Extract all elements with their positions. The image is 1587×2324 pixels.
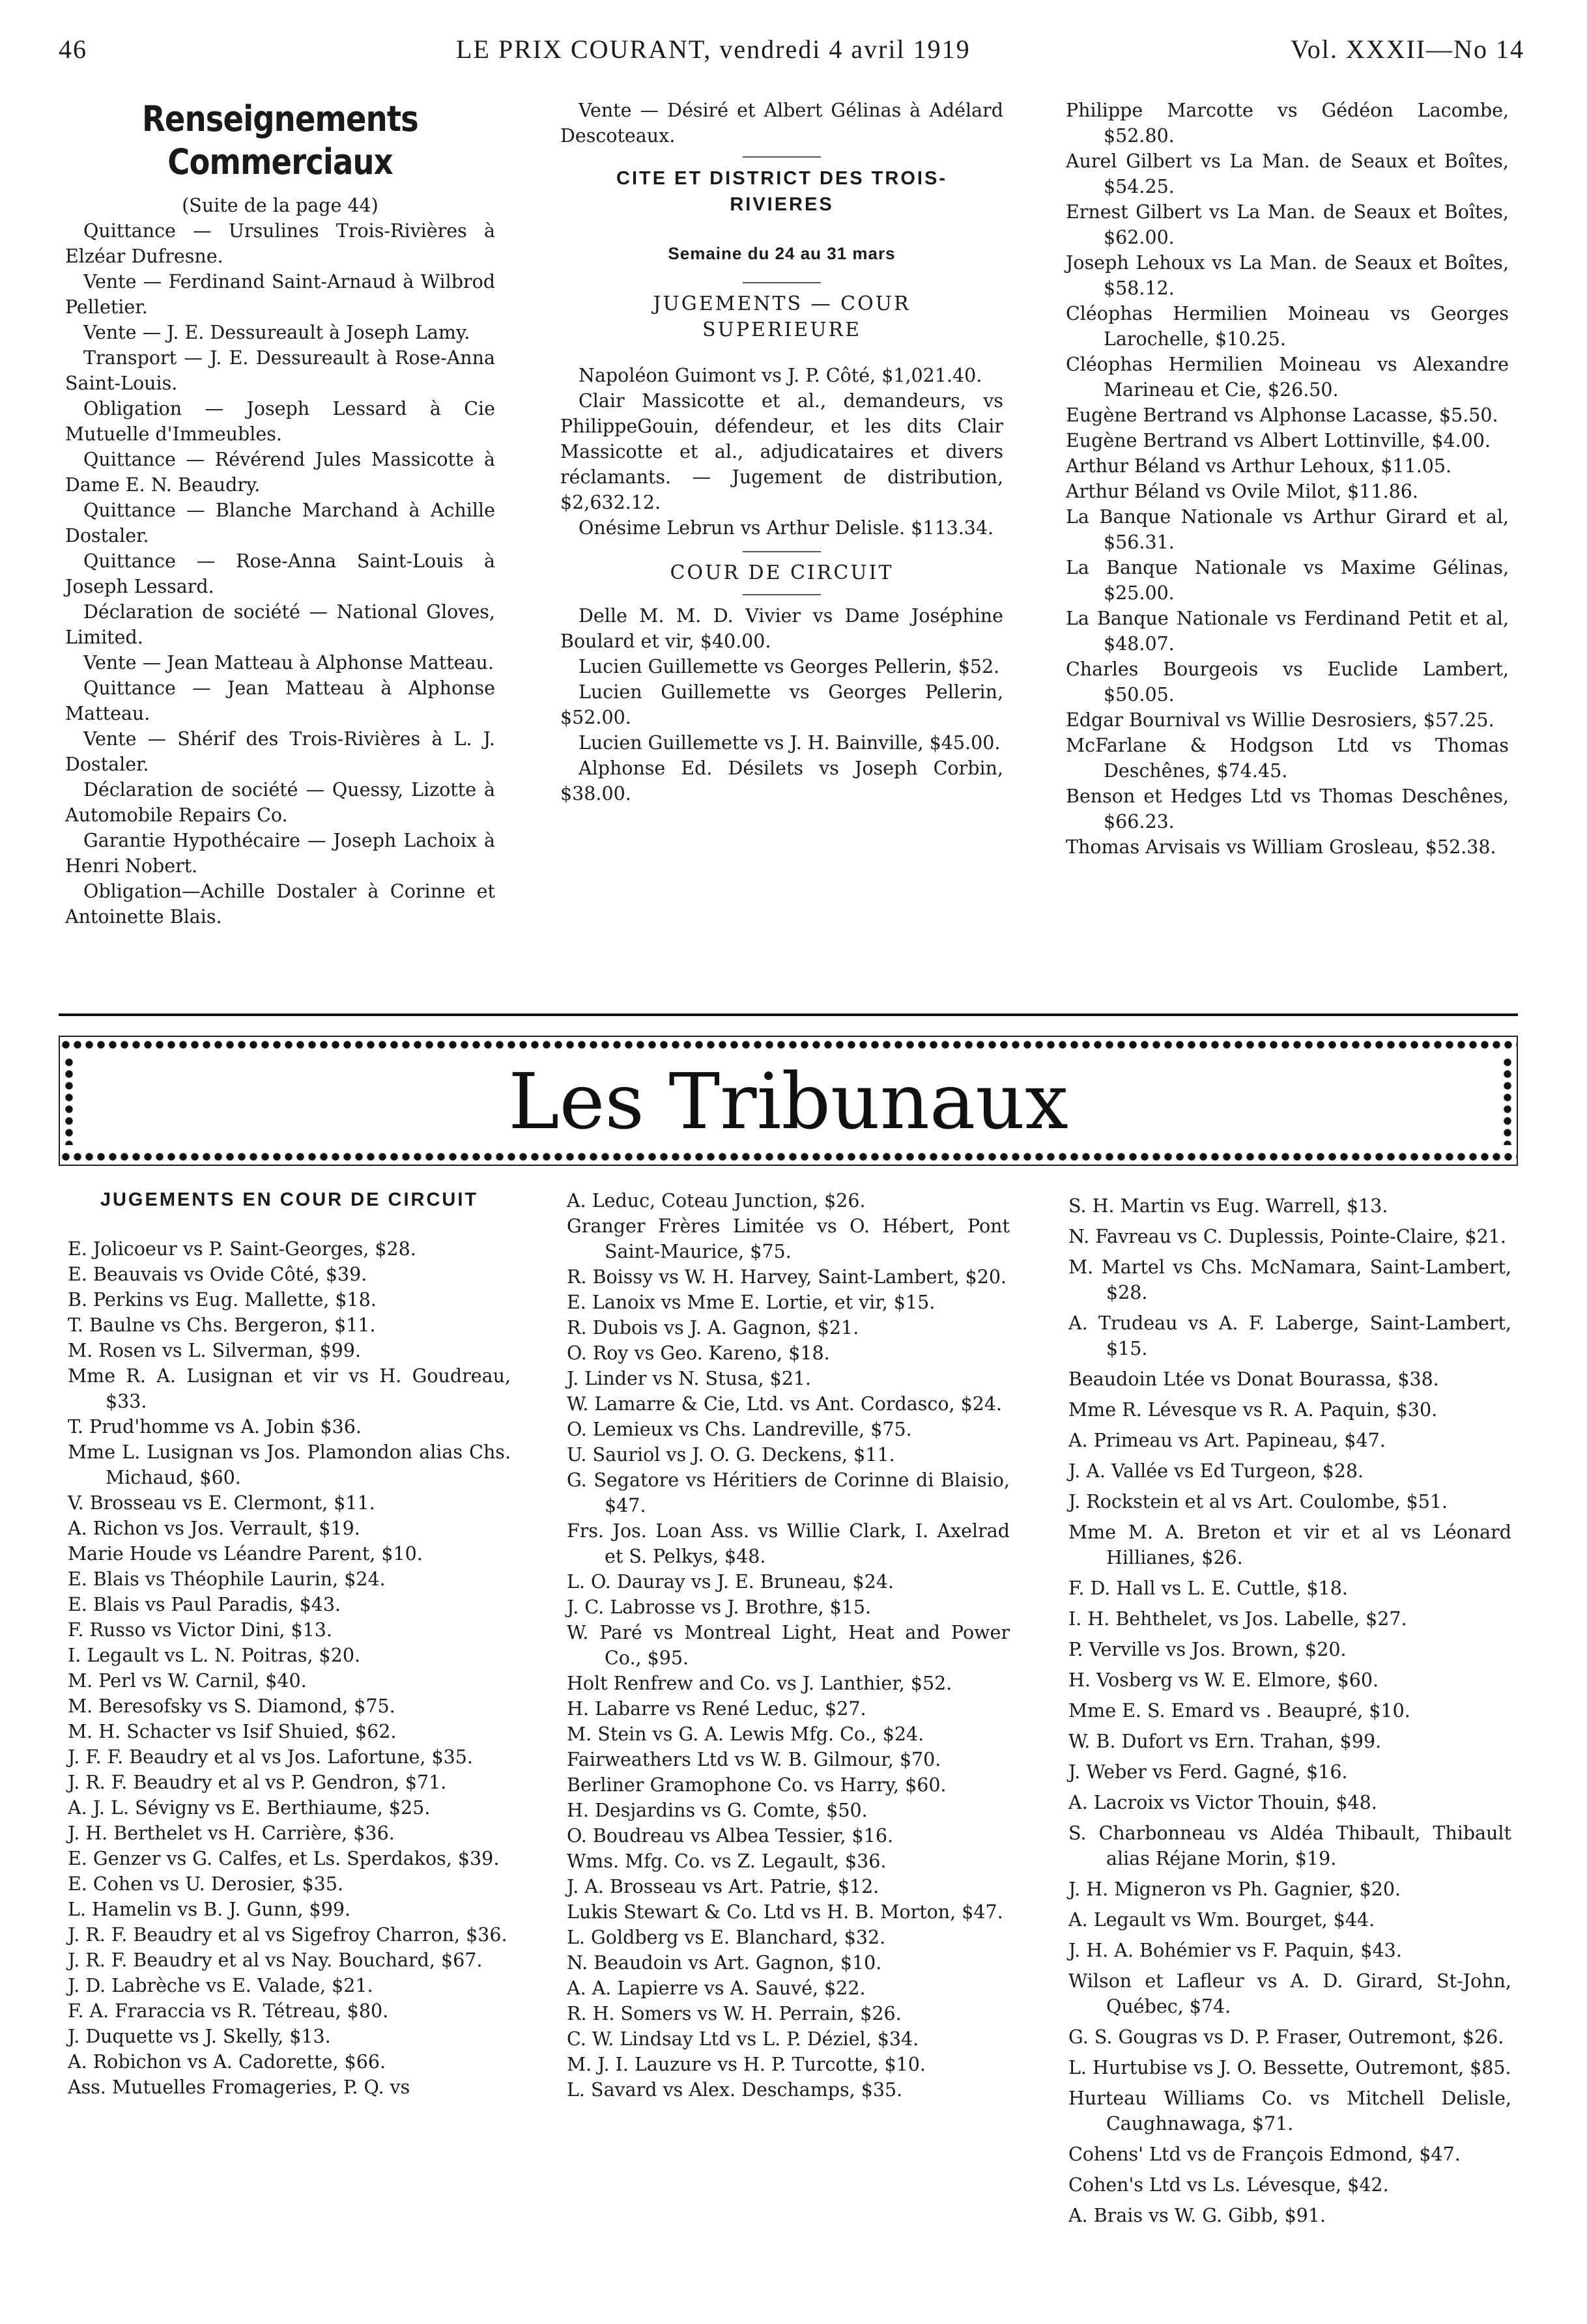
list-item: J. H. Migneron vs Ph. Gagnier, $20. [1068,1878,1401,1900]
list-item: M. Beresofsky vs S. Diamond, $75. [68,1695,395,1717]
column-renseignements [65,98,495,929]
list-item: A. J. L. Sévigny vs E. Berthiaume, $25. [68,1797,431,1819]
list-item: F. D. Hall vs L. E. Cuttle, $18. [1068,1578,1348,1599]
tribunaux-banner [59,1036,1518,1166]
list-item: H. Vosberg vs W. E. Elmore, $60. [1068,1669,1379,1691]
circuit-court-heading: COUR DE CIRCUIT [670,561,894,584]
list-item: Hurteau Williams Co. vs Mitchell Delisle, Caughnawaga, $71. [1068,2088,1511,2134]
continued-note: (Suite de la page 44) [182,195,379,216]
list-item: Ass. Mutuelles Fromageries, P. Q. vs [68,2076,410,2098]
list-item: L. Savard vs Alex. Deschamps, $35. [567,2079,903,2101]
list-item: R. Dubois vs J. A. Gagnon, $21. [567,1317,859,1339]
list-item: Marie Houde vs Léandre Parent, $10. [68,1543,423,1565]
list-item: Onésime Lebrun vs Arthur Delisle. $113.34. [579,517,994,539]
list-item: E. Genzer vs G. Calfes, et Ls. Sperdakos, $39. [68,1848,500,1869]
circuit-judgments-list-3 [1068,1193,1511,2228]
page-number: 46 [59,35,87,64]
list-item: Arthur Béland vs Arthur Lehoux, $11.05. [1066,455,1452,477]
list-item: Arthur Béland vs Ovile Milot, $11.86. [1066,481,1418,502]
list-item: M. J. I. Lauzure vs H. P. Turcotte, $10. [567,2054,926,2075]
list-item: W. Paré vs Montreal Light, Heat and Power Co., $95. [567,1622,1010,1669]
list-item: Alphonse Ed. Désilets vs Joseph Corbin, $38.00. [560,758,1003,804]
list-item: Mme R. Lévesque vs R. A. Paquin, $30. [1068,1399,1438,1421]
list-item: M. Stein vs G. A. Lewis Mfg. Co., $24. [567,1723,924,1745]
list-item: Lucien Guillemette vs Georges Pellerin, $52.00. [560,681,1003,728]
divider [743,282,821,283]
list-item: A. Richon vs Jos. Verrault, $19. [68,1518,360,1539]
list-item: W. B. Dufort vs Ern. Trahan, $99. [1068,1731,1382,1752]
list-item: C. W. Lindsay Ltd vs L. P. Déziel, $34. [567,2028,919,2050]
list-item: Quittance — Rose-Anna Saint-Louis à Joseph Lessard. [65,550,495,597]
list-item: F. Russo vs Victor Dini, $13. [68,1619,332,1641]
circuit-judgments-list-2 [567,1188,1010,2103]
list-item: Cléophas Hermilien Moineau vs Alexandre Marineau et Cie, $26.50. [1066,354,1509,401]
list-item: Mme E. S. Emard vs . Beaupré, $10. [1068,1700,1410,1722]
list-item: Vente — Shérif des Trois-Rivières à L. J. Dostaler. [65,728,495,775]
list-item: Ernest Gilbert vs La Man. de Seaux et Boîtes, $62.00. [1066,201,1509,248]
circuit-judgments-list [68,1236,511,2100]
column-circuit-3 [1068,1188,1511,2228]
list-item: Transport — J. E. Dessureault à Rose-Anna Saint-Louis. [65,347,495,394]
list-item: J. F. F. Beaudry et al vs Jos. Lafortune, $35. [68,1746,473,1768]
list-item: A. Trudeau vs A. F. Laberge, Saint-Lambert, $15. [1068,1312,1511,1359]
list-item: E. Lanoix vs Mme E. Lortie, et vir, $15. [567,1292,936,1313]
list-item: Vente — Jean Matteau à Alphonse Matteau. [83,652,494,673]
banner-title: Les Tribunaux [508,1056,1068,1146]
list-item: Napoléon Guimont vs J. P. Côté, $1,021.40. [579,365,982,386]
list-item: H. Desjardins vs G. Comte, $50. [567,1800,868,1821]
superior-court-heading: JUGEMENTS — COUR SUPERIEURE [653,292,911,341]
list-item: J. C. Labrosse vs J. Brothre, $15. [567,1596,872,1618]
publication-line: LE PRIX COURANT, vendredi 4 avril 1919 [456,35,971,64]
list-item: Delle M. M. D. Vivier vs Dame Joséphine Boulard et vir, $40.00. [560,605,1003,652]
list-item: Berliner Gramophone Co. vs Harry, $60. [567,1774,947,1796]
list-item: M. Rosen vs L. Silverman, $99. [68,1340,361,1361]
list-item: Lukis Stewart & Co. Ltd vs H. B. Morton, $47. [567,1901,1003,1923]
list-item: E. Jolicoeur vs P. Saint-Georges, $28. [68,1238,416,1260]
list-item: J. R. F. Beaudry et al vs Sigefroy Charron, $36. [68,1924,508,1946]
circuit-judgments-heading: JUGEMENTS EN COUR DE CIRCUIT [100,1189,479,1210]
list-item: Clair Massicotte et al., demandeurs, vs PhilippeGouin, défendeur, et les dits Clair Massicotte et al., adjudicataires et divers réclamants. — Jugement de distribution, $2,632.12. [560,390,1003,513]
list-item: G. S. Gougras vs D. P. Fraser, Outremont, $26. [1068,2026,1504,2048]
list-item: Vente — Désiré et Albert Gélinas à Adélard Descoteaux. [560,100,1003,147]
list-item: I. Legault vs L. N. Poitras, $20. [68,1645,361,1666]
list-item: J. R. F. Beaudry et al vs Nay. Bouchard, $67. [68,1949,483,1971]
list-item: P. Verville vs Jos. Brown, $20. [1068,1639,1347,1660]
list-item: Beaudoin Ltée vs Donat Bourassa, $38. [1068,1368,1439,1390]
list-item: A. Brais vs W. G. Gibb, $91. [1068,2205,1326,2226]
list-item: Frs. Jos. Loan Ass. vs Willie Clark, I. Axelrad et S. Pelkys, $48. [567,1520,1010,1567]
list-item: A. Leduc, Coteau Junction, $26. [567,1190,866,1212]
list-item: S. H. Martin vs Eug. Warrell, $13. [1068,1195,1388,1217]
divider [743,594,821,595]
district-heading: CITE ET DISTRICT DES TROIS-RIVIERES [616,168,947,215]
list-item: H. Labarre vs René Leduc, $27. [567,1698,866,1720]
list-item: J. Duquette vs J. Skelly, $13. [68,2026,331,2047]
list-item: V. Brosseau vs E. Clermont, $11. [68,1492,375,1514]
list-item: A. Primeau vs Art. Papineau, $47. [1068,1430,1386,1451]
list-item: U. Sauriol vs J. O. G. Deckens, $11. [567,1444,895,1466]
column-circuit-1 [68,1187,511,2100]
list-item: La Banque Nationale vs Maxime Gélinas, $25.00. [1066,557,1509,604]
list-item: L. Hamelin vs B. J. Gunn, $99. [68,1899,351,1920]
list-item: E. Blais vs Théophile Laurin, $24. [68,1568,386,1590]
section-title-renseignements: Renseignements Commerciaux [142,98,418,182]
list-item: O. Roy vs Geo. Kareno, $18. [567,1342,830,1364]
list-item: Mme M. A. Breton et vir et al vs Léonard Hillianes, $26. [1068,1522,1511,1568]
list-item: McFarlane & Hodgson Ltd vs Thomas Deschênes, $74.45. [1066,735,1509,782]
list-item: Vente — J. E. Dessureault à Joseph Lamy. [83,322,470,343]
list-item: Garantie Hypothécaire — Joseph Lachoix à Henri Nobert. [65,830,495,877]
list-item: E. Cohen vs U. Derosier, $35. [68,1873,344,1895]
list-item: S. Charbonneau vs Aldéa Thibault, Thibault alias Réjane Morin, $19. [1068,1822,1511,1869]
list-item: A. Legault vs Wm. Bourget, $44. [1068,1909,1375,1931]
list-item: Philippe Marcotte vs Gédéon Lacombe, $52.80. [1066,100,1509,147]
list-item: N. Favreau vs C. Duplessis, Pointe-Claire, $21. [1068,1226,1506,1247]
list-item: E. Beauvais vs Ovide Côté, $39. [68,1264,367,1285]
list-item: O. Lemieux vs Chs. Landreville, $75. [567,1419,912,1440]
list-item: Quittance — Révérend Jules Massicotte à Dame E. N. Beaudry. [65,449,495,496]
list-item: O. Boudreau vs Albea Tessier, $16. [567,1825,894,1847]
list-item: R. H. Somers vs W. H. Perrain, $26. [567,2003,902,2024]
list-item: Lucien Guillemette vs J. H. Bainville, $45.00. [579,732,1001,754]
list-item: Wilson et Lafleur vs A. D. Girard, St-John, Québec, $74. [1068,1970,1511,2017]
list-item: F. A. Fraraccia vs R. Tétreau, $80. [68,2000,389,2022]
list-item: Joseph Lehoux vs La Man. de Seaux et Boîtes, $58.12. [1066,252,1509,299]
list-item: Mme R. A. Lusignan et vir vs H. Goudreau, $33. [68,1365,511,1412]
week-heading: Semaine du 24 au 31 mars [668,244,896,263]
list-item: Thomas Arvisais vs William Grosleau, $52.38. [1066,836,1496,858]
list-item: Quittance — Blanche Marchand à Achille Dostaler. [65,500,495,546]
circuit-court-list [560,603,1003,806]
list-item: J. Linder vs N. Stusa, $21. [567,1368,812,1389]
list-item: Obligation — Joseph Lessard à Cie Mutuelle d'Immeubles. [65,398,495,445]
list-item: E. Blais vs Paul Paradis, $43. [68,1594,341,1615]
list-item: La Banque Nationale vs Arthur Girard et al, $56.31. [1066,506,1509,553]
list-item: M. Perl vs W. Carnil, $40. [68,1670,307,1692]
list-item: G. Segatore vs Héritiers de Corinne di Blaisio, $47. [567,1469,1010,1516]
list-item: A. A. Lapierre vs A. Sauvé, $22. [567,1977,866,1999]
judgments-list [1066,98,1509,860]
list-item: J. Rockstein et al vs Art. Coulombe, $51. [1068,1491,1448,1512]
list-item: Granger Frères Limitée vs O. Hébert, Pont Saint-Maurice, $75. [567,1215,1010,1262]
list-item: J. D. Labrèche vs E. Valade, $21. [68,1975,373,1996]
list-item: Holt Renfrew and Co. vs J. Lanthier, $52. [567,1673,952,1694]
list-item: Charles Bourgeois vs Euclide Lambert, $50.05. [1066,659,1509,705]
list-item: A. Robichon vs A. Cadorette, $66. [68,2051,386,2073]
list-item: I. H. Behthelet, vs Jos. Labelle, $27. [1068,1608,1407,1630]
list-item: R. Boissy vs W. H. Harvey, Saint-Lambert, $20. [567,1266,1007,1288]
section-divider [59,1013,1518,1016]
column-judgments-continued [1066,98,1509,860]
divider [743,156,821,158]
list-item: N. Beaudoin vs Art. Gagnon, $10. [567,1952,882,1974]
list-item: B. Perkins vs Eug. Mallette, $18. [68,1289,377,1311]
list-item: Aurel Gilbert vs La Man. de Seaux et Boîtes, $54.25. [1066,150,1509,197]
volume-number: Vol. XXXII—No 14 [1290,35,1524,64]
list-item: Wms. Mfg. Co. vs Z. Legault, $36. [567,1850,887,1872]
list-item: J. A. Vallée vs Ed Turgeon, $28. [1068,1460,1364,1482]
list-item: L. O. Dauray vs J. E. Bruneau, $24. [567,1571,894,1593]
list-item: Cohens' Ltd vs de François Edmond, $47. [1068,2144,1461,2165]
list-item: Obligation—Achille Dostaler à Corinne et Antoinette Blais. [65,881,495,928]
renseignements-list [65,218,495,929]
list-item: Edgar Bournival vs Willie Desrosiers, $57.25. [1066,709,1494,731]
list-item: Lucien Guillemette vs Georges Pellerin, $52. [579,656,1000,677]
list-item: Mme L. Lusignan vs Jos. Plamondon alias Chs. Michaud, $60. [68,1441,511,1488]
list-item: Cléophas Hermilien Moineau vs Georges Larochelle, $10.25. [1066,303,1509,350]
list-item: Vente — Ferdinand Saint-Arnaud à Wilbrod Pelletier. [65,271,495,318]
list-item: Fairweathers Ltd vs W. B. Gilmour, $70. [567,1749,941,1770]
list-item: La Banque Nationale vs Ferdinand Petit et al, $48.07. [1066,608,1509,655]
list-item: T. Baulne vs Chs. Bergeron, $11. [68,1314,376,1336]
list-item: W. Lamarre & Cie, Ltd. vs Ant. Cordasco, $24. [567,1393,1003,1415]
list-item: A. Lacroix vs Victor Thouin, $48. [1068,1792,1377,1813]
list-item: J. A. Brosseau vs Art. Patrie, $12. [567,1876,879,1897]
list-item: Cohen's Ltd vs Ls. Lévesque, $42. [1068,2174,1389,2196]
list-item: T. Prud'homme vs A. Jobin $36. [68,1416,362,1438]
page-header [59,27,1524,66]
list-item: L. Hurtubise vs J. O. Bessette, Outremont, $85. [1068,2057,1511,2078]
list-item: J. H. A. Bohémier vs F. Paquin, $43. [1068,1940,1402,1961]
column-trois-rivieres [560,98,1003,806]
list-item: Quittance — Jean Matteau à Alphonse Matteau. [65,677,495,724]
list-item: M. Martel vs Chs. McNamara, Saint-Lambert, $28. [1068,1256,1511,1303]
list-item: Eugène Bertrand vs Alphonse Lacasse, $5.50. [1066,404,1498,426]
column-circuit-2 [567,1188,1010,2103]
banner-border-bottom [60,1152,1517,1162]
banner-border-top [60,1040,1517,1050]
list-item: Benson et Hedges Ltd vs Thomas Deschênes, $66.23. [1066,786,1509,832]
list-item: J. H. Berthelet vs H. Carrière, $36. [68,1822,395,1844]
list-item: J. Weber vs Ferd. Gagné, $16. [1068,1761,1348,1783]
list-item: Déclaration de société — Quessy, Lizotte à Automobile Repairs Co. [65,779,495,826]
superior-court-list [560,363,1003,541]
list-item: L. Goldberg vs E. Blanchard, $32. [567,1927,886,1948]
list-item: M. H. Schacter vs Isif Shuied, $62. [68,1721,397,1742]
list-item: Eugène Bertrand vs Albert Lottinville, $4.00. [1066,430,1491,451]
list-item: Déclaration de société — National Gloves, Limited. [65,601,495,648]
divider [743,551,821,552]
list-item: Quittance — Ursulines Trois-Rivières à Elzéar Dufresne. [65,220,495,267]
list-item: J. R. F. Beaudry et al vs P. Gendron, $71. [68,1772,447,1793]
